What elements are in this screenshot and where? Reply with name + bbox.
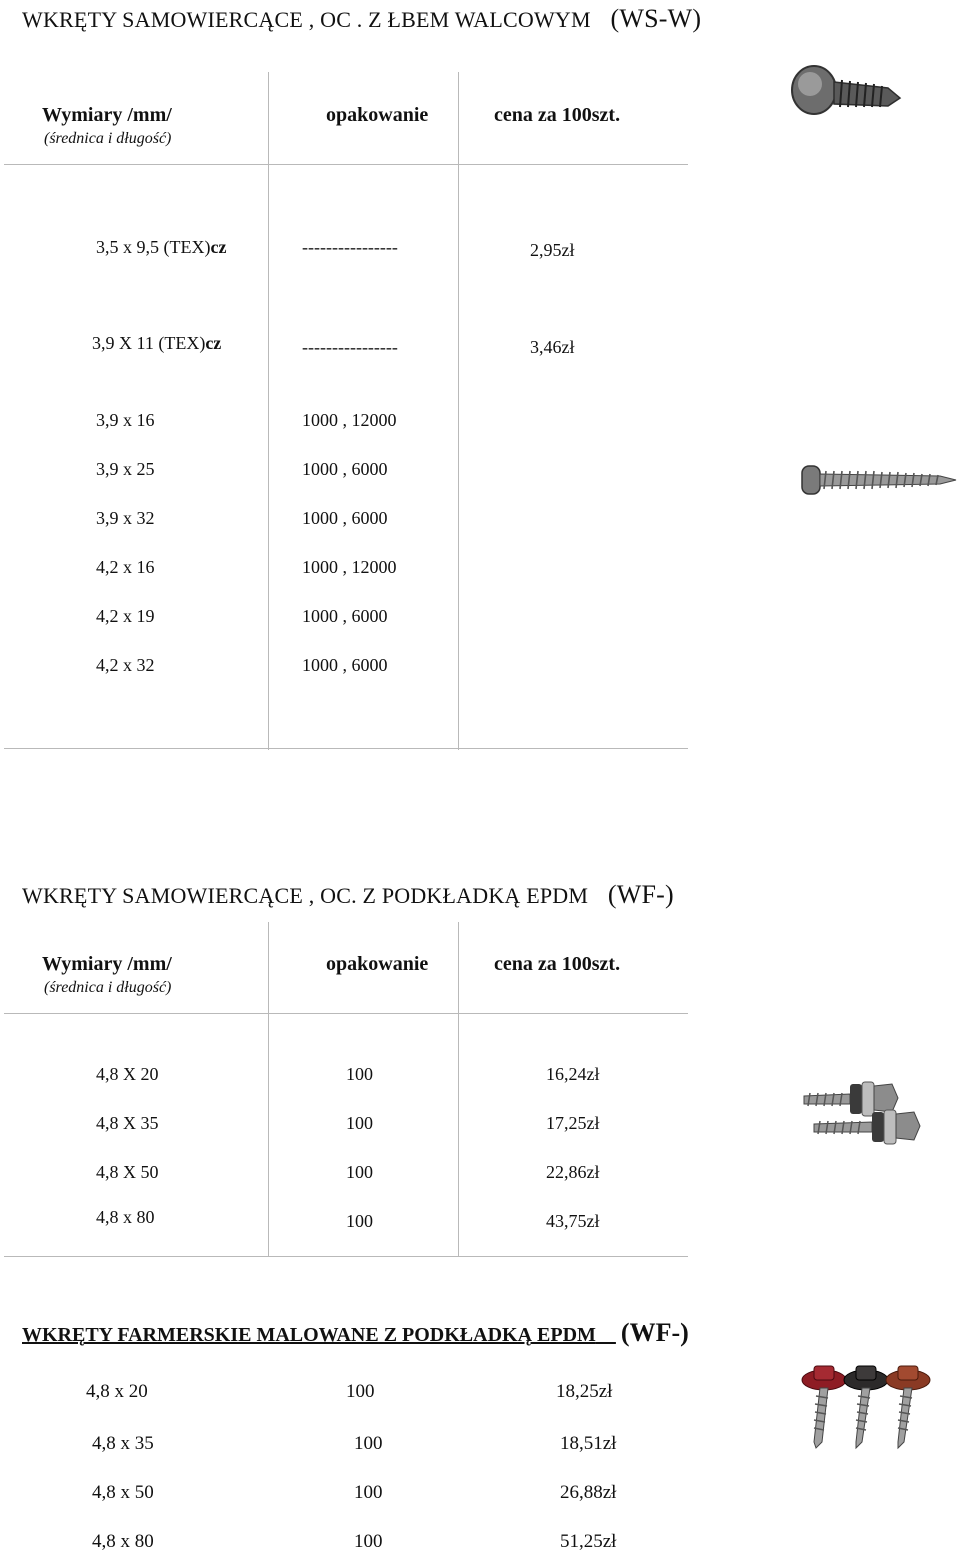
table2-header-price: cena za 100szt. [494,953,621,975]
table1-row3-pack: 1000 , 12000 [302,410,397,430]
table-row: 4,8 x 50 [92,1482,154,1503]
table3-row2-price: 18,51zł [560,1433,617,1454]
table-row: 4,2 x 32 [96,655,155,675]
table2-row1-pack: 100 [346,1064,373,1084]
table1-divider-2 [458,72,459,750]
section3-code: (WF-) [620,1318,689,1347]
table3-row4-price: 51,25zł [560,1531,617,1552]
table-row: 3,9 x 25 [96,459,155,479]
table2-header-pack: opakowanie [326,953,429,975]
table2-divider-2 [458,922,459,1256]
table3-row1-price: 18,25zł [556,1381,613,1402]
table2-row3-pack: 100 [346,1162,373,1182]
table1-row5-pack: 1000 , 6000 [302,508,388,528]
table1-header-pack: opakowanie [326,104,429,126]
table1-header-line [4,164,688,165]
table2-row3-price: 22,86zł [546,1162,600,1182]
table-row: 4,8 X 20 [96,1064,159,1084]
table2-header-dims-sub: (średnica i długość) [44,979,172,996]
table3-row1-pack: 100 [346,1381,375,1402]
table-row: 4,2 x 16 [96,557,155,577]
table1-row1-price: 2,95zł [530,240,575,260]
long-pan-head-screw-icon [800,462,960,498]
table2-row4-pack: 100 [346,1211,373,1231]
table-row: 4,8 x 20 [86,1381,148,1402]
table2-row4-price: 43,75zł [546,1211,600,1231]
epdm-washer-screws-icon [798,1076,938,1148]
table-row: 3,9 x 16 [96,410,155,430]
pan-head-self-drilling-screw-icon [788,58,908,124]
table1-row4-pack: 1000 , 6000 [302,459,388,479]
table-row: 4,8 x 80 [92,1531,154,1552]
table-row: 4,8 X 35 [96,1113,159,1133]
table3-row3-pack: 100 [354,1482,383,1503]
section1-title: WKRĘTY SAMOWIERCĄCE , OC . Z ŁBEM WALCOWYM (WS-W) [22,4,702,33]
table-row: 4,8 x 35 [92,1433,154,1454]
section3-title: WKRĘTY FARMERSKIE MALOWANE Z PODKŁADKĄ EPDM (WF-) [22,1318,689,1347]
table-row: 3,9 X 11 (TEX)cz [92,333,222,353]
table-row: 3,9 x 32 [96,508,155,528]
section1-code: (WS-W) [610,4,702,33]
table1-row7-pack: 1000 , 6000 [302,606,388,626]
table-row: 3,5 x 9,5 (TEX)cz [96,237,227,257]
table2-row1-price: 16,24zł [546,1064,600,1084]
table-row: 4,8 X 50 [96,1162,159,1182]
table1-row6-pack: 1000 , 12000 [302,557,397,577]
table3-row4-pack: 100 [354,1531,383,1552]
section2-title: WKRĘTY SAMOWIERCĄCE , OC. Z PODKŁADKĄ EPDM (WF-) [22,880,674,909]
section2-code: (WF-) [607,880,674,909]
table2-header-line [4,1013,688,1014]
table1-header-dims-sub: (średnica i długość) [44,130,172,147]
table-row: 4,8 x 80 [96,1207,155,1227]
table1-header-dims: Wymiary /mm/ [42,104,172,126]
table2-bottom-line [4,1256,688,1257]
table3-row3-price: 26,88zł [560,1482,617,1503]
table2-row2-pack: 100 [346,1113,373,1133]
table1-row8-pack: 1000 , 6000 [302,655,388,675]
table2-divider-1 [268,922,269,1256]
table1-bottom-line [4,748,688,749]
table1-divider-1 [268,72,269,750]
table1-row2-price: 3,46zł [530,337,575,357]
table3-row2-pack: 100 [354,1433,383,1454]
painted-farm-screws-icon [798,1362,938,1454]
table1-header-price: cena za 100szt. [494,104,621,126]
table1-row2-pack: ---------------- [302,337,398,357]
table2-row2-price: 17,25zł [546,1113,600,1133]
table2-header-dims: Wymiary /mm/ [42,953,172,975]
table-row: 4,2 x 19 [96,606,155,626]
table1-row1-pack: ---------------- [302,237,398,257]
